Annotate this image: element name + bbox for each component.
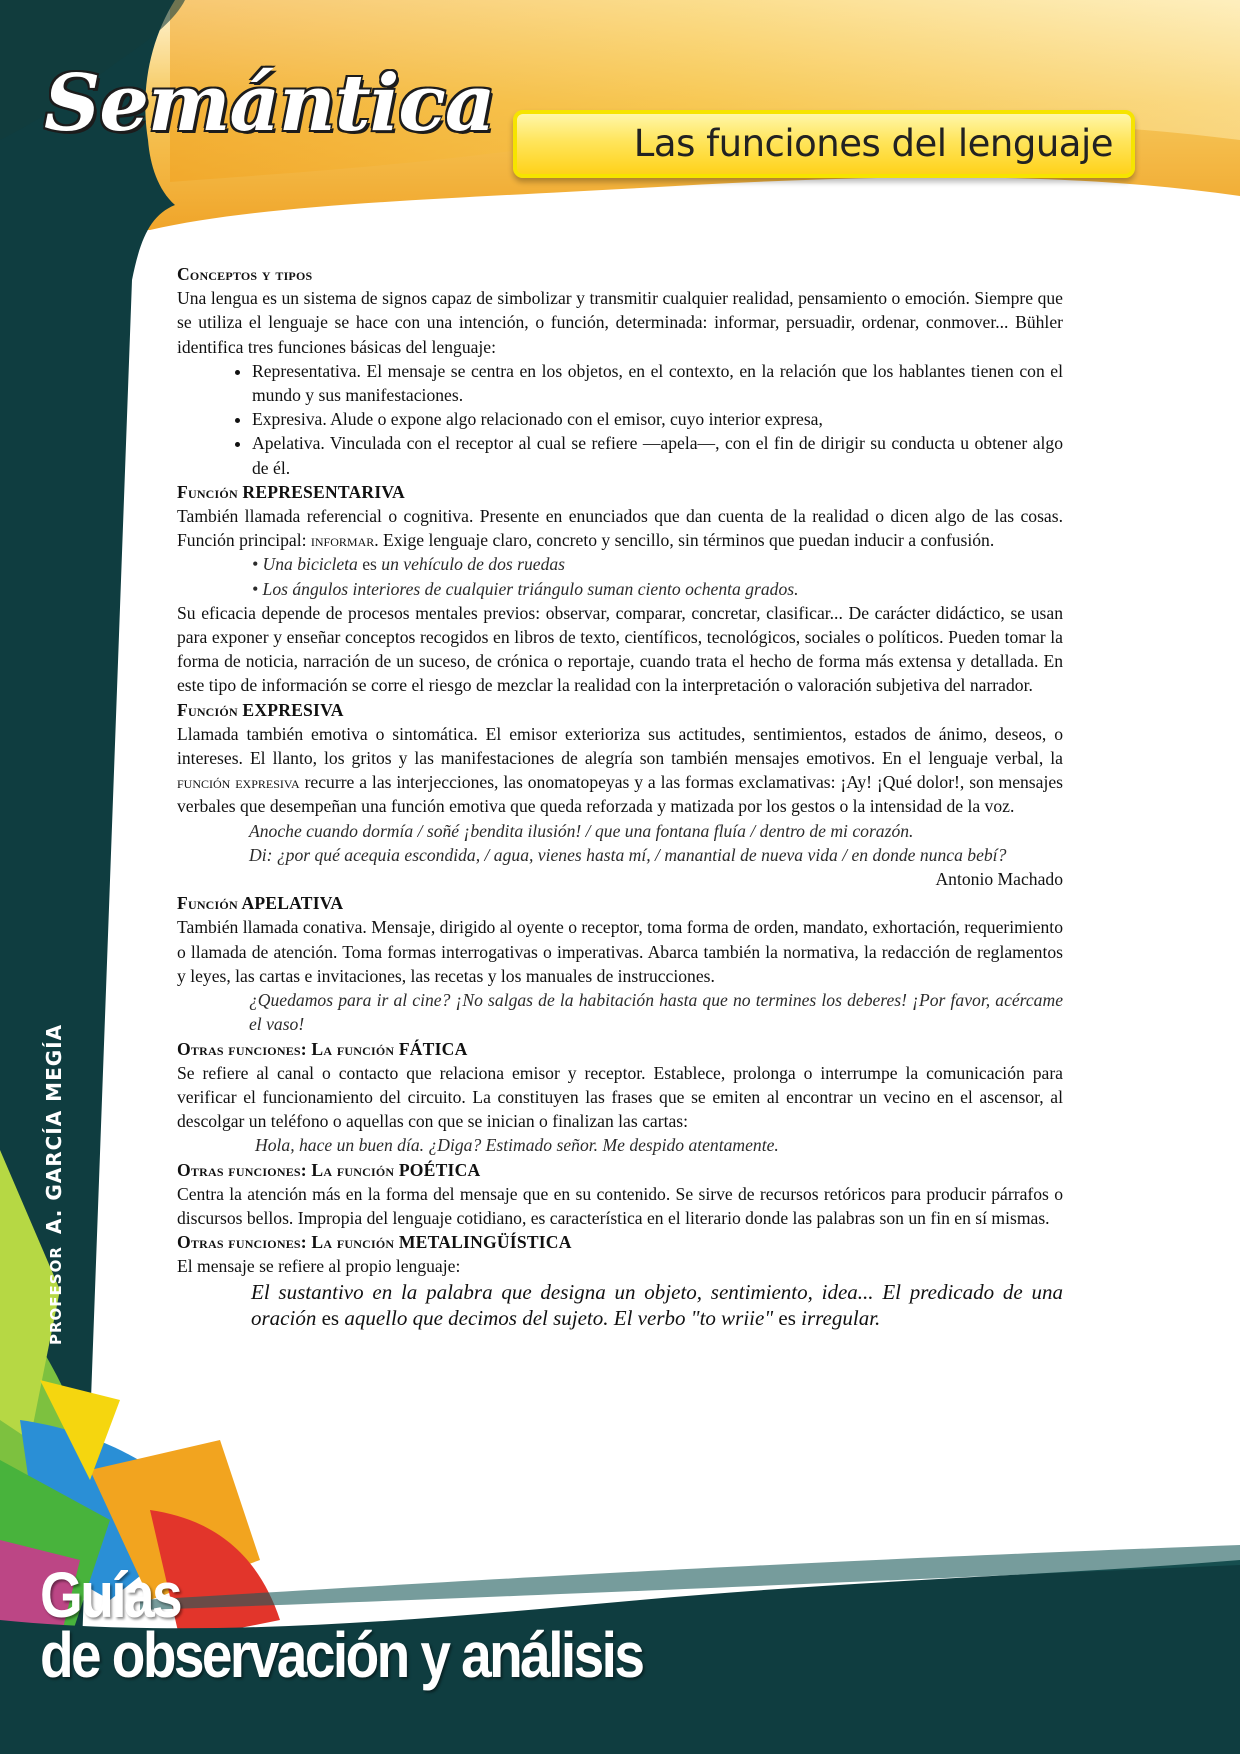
example-phatic: Hola, hace un buen día. ¿Diga? Estimado señor. Me despido atentamente. <box>255 1135 779 1156</box>
text-run: recurre a las interjecciones, las onomatopeyas y a las formas exclamativas: ¡Ay! ¡Qué dolor!, son mensajes verbales que desempeñan una función emotiva que queda reforzada y matizada por los gestos o la intensidad de la voz. <box>177 772 1063 817</box>
heading-name: FÁTICA <box>398 1038 468 1059</box>
text-run: aquello que decimos del sujeto. El verbo "to wriie" <box>339 1305 779 1330</box>
example-metalinguistic <box>177 1279 1063 1331</box>
list-item: • Representativa. El mensaje se centra en los objetos, en el contexto, en la relación que los hablantes tienen con el mundo y sus manifestaciones. <box>252 359 1063 407</box>
text-run: es <box>362 554 377 575</box>
paragraph-expressive <box>177 722 1063 819</box>
heading-name: POÉTICA <box>398 1159 481 1180</box>
example-representative-2: • Los ángulos interiores de cualquier triángulo suman ciento ochenta grados. <box>252 578 799 599</box>
paragraph-phatic: Se refiere al canal o contacto que relaciona emisor y receptor. Establece, prolonga o interrumpe la comunicación para verificar el funcionamiento del circuito. La constituyen las frases que se emiten al encontrar un vecino en el ascensor, al descolgar un teléfono o aquellas con que se inician o finalizan las cartas: <box>177 1062 1063 1132</box>
heading-prefix: Función <box>177 699 243 720</box>
text-run: función expresiva <box>177 772 300 793</box>
paragraph-intro: Una lengua es un sistema de signos capaz de simbolizar y transmitir cualquier realidad, pensamiento o emoción. Siempre que se utiliza el lenguaje se hace con una intención, o función, determinada: informar, persuadir, ordenar, conmover... Bühler identifica tres funciones básicas del lenguaje: <box>177 288 1063 357</box>
author-credit <box>42 1024 66 1345</box>
text-run: informar <box>310 530 375 551</box>
footer-title-line-1: Guías <box>40 1559 181 1631</box>
paragraph-appellative: También llamada conativa. Mensaje, dirigido al oyente o receptor, toma forma de orden, mandato, exhortación, requerimiento o llamada de atención. Toma formas interrogativas o imperativas. Abarca también la normativa, la redacción de reglamentos y leyes, las cartas e invitaciones, las recetas y los manuales de instrucciones. <box>177 917 1063 986</box>
author-role: PROFESOR <box>47 1246 65 1345</box>
footer-title-line-2: de observación y análisis <box>40 1619 643 1691</box>
author-name: A. GARCÍA MEGÍA <box>42 1023 66 1235</box>
text-run: También llamada referencial o cognitiva. Presente en enunciados que dan cuenta de la realidad o dicen algo de las cosas. Función principal: <box>177 506 1063 551</box>
text-run: irregular. <box>795 1305 881 1330</box>
paragraph-representative-2: Su eficacia depende de procesos mentales previos: observar, comparar, concretar, clasificar... De carácter didáctico, se usan para exponer y enseñar conceptos recogidos en libros de texto, científicos, tecnológicos, sociales o políticos. Pueden tomar la forma de noticia, narración de un suceso, de crónica o reportaje, cuando trata el hecho de forma más extensa y detallada. En este tipo de información se corre el riesgo de mezclar la realidad con la interpretación o valoración subjetiva del narrador. <box>177 602 1063 696</box>
brand-logo: Semántica <box>44 58 495 149</box>
section-heading-expressive <box>177 698 1063 722</box>
paragraph-poetic: Centra la atención más en la forma del mensaje que en su contenido. Se sirve de recursos retóricos para producir párrafos o discursos bellos. Impropia del lenguaje cotidiano, es característica en el literario donde las palabras son un fin en sí mismas. <box>177 1183 1063 1228</box>
footer-title <box>40 1559 643 1691</box>
text-run: . Exige lenguaje claro, concreto y sencillo, sin términos que puedan inducir a confusión. <box>374 530 995 551</box>
verse-author: Antonio Machado <box>935 869 1063 890</box>
text-run: El sustantivo en la palabra que designa un objeto, sentimiento, idea... El predicado de una oración <box>251 1279 1063 1330</box>
heading-name: METALINGÜÍSTICA <box>398 1232 572 1253</box>
heading-prefix: Función <box>177 481 243 502</box>
text-run: Llamada también emotiva o sintomática. El emisor exterioriza sus actitudes, sentimientos, estados de ánimo, deseos, o intereses. El llanto, los gritos y las manifestaciones de alegría son también mensajes emotivos. En el lenguaje verbal, la <box>177 723 1063 769</box>
heading-prefix: Otras funciones: La función <box>177 1159 399 1180</box>
text-run: es <box>778 1305 796 1330</box>
text-run: • Una bicicleta <box>252 554 363 575</box>
section-heading-appellative <box>177 891 1063 915</box>
heading-name: REPRESENTARIVA <box>242 481 405 502</box>
document-body <box>177 262 1063 1331</box>
section-heading-concepts: Conceptos y tipos <box>177 264 313 284</box>
example-appellative: ¿Quedamos para ir al cine? ¡No salgas de la habitación hasta que no termines los deberes! ¡Por favor, acércame el vaso! <box>249 990 1063 1035</box>
list-item: • Expresiva. Alude o expone algo relacionado con el emisor, cuyo interior expresa, <box>252 407 1063 431</box>
topic-banner <box>513 110 1135 178</box>
heading-prefix: Otras funciones: La función <box>177 1232 399 1253</box>
section-heading-representative <box>177 480 1063 504</box>
section-heading-metalinguistic <box>177 1230 1063 1254</box>
list-item: • Apelativa. Vinculada con el receptor al cual se refiere —apela—, con el fin de dirigir su conducta u obtener algo de él. <box>252 431 1063 479</box>
section-heading-poetic <box>177 1158 1063 1182</box>
paragraph-representative-1 <box>177 504 1063 552</box>
heading-prefix: Función <box>177 893 242 914</box>
section-heading-phatic <box>177 1037 1063 1061</box>
bullet-list-functions <box>177 359 1063 480</box>
heading-name: APELATIVA <box>241 893 344 914</box>
heading-name: EXPRESIVA <box>242 699 344 720</box>
verse-1: Anoche cuando dormía / soñé ¡bendita ilusión! / que una fontana fluía / dentro de mi corazón. <box>249 820 914 841</box>
topic-title: Las funciones del lenguaje <box>633 122 1113 165</box>
paragraph-metalinguistic: El mensaje se refiere al propio lenguaje: <box>177 1256 461 1277</box>
heading-prefix: Otras funciones: La función <box>177 1038 399 1059</box>
text-run: un vehículo de dos ruedas <box>376 554 566 575</box>
text-run: es <box>321 1305 340 1330</box>
example-representative-1 <box>177 552 1063 576</box>
verse-2: Di: ¿por qué acequia escondida, / agua, vienes hasta mí, / manantial de nueva vida / en donde nunca bebí? <box>249 844 1007 865</box>
